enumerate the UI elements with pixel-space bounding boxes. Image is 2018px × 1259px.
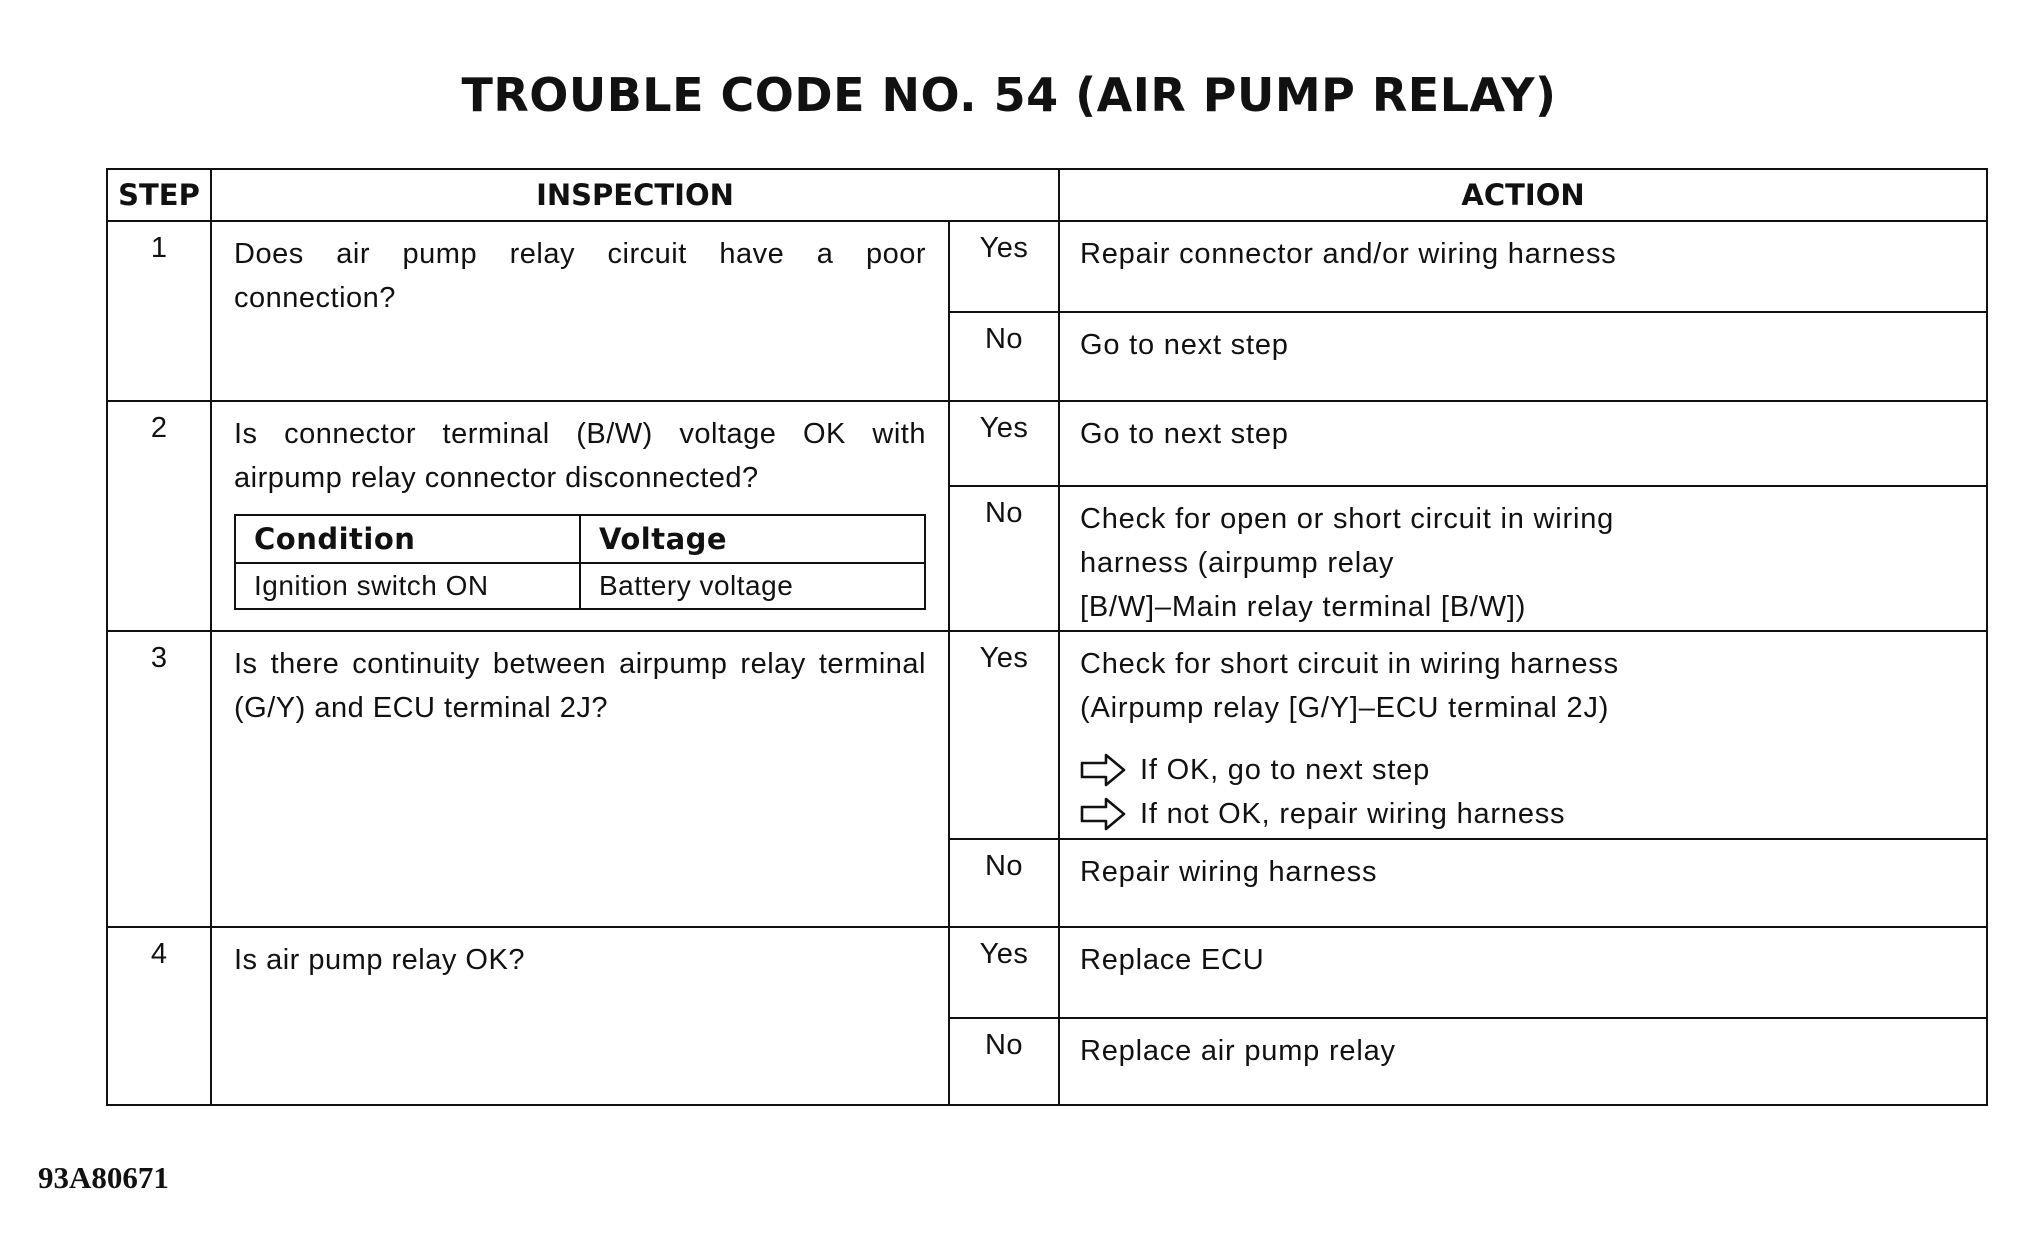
no-action: Repair wiring harness <box>1059 839 1987 928</box>
document-id: 93A80671 <box>38 1160 169 1195</box>
no-label: No <box>949 312 1059 401</box>
yes-label: Yes <box>949 927 1059 1018</box>
yes-action: Go to next step <box>1059 401 1987 486</box>
condition-value: Ignition switch ON <box>235 563 580 609</box>
result-ok-text: If OK, go to next step <box>1140 753 1431 786</box>
no-label: No <box>949 486 1059 631</box>
voltage-value: Battery voltage <box>580 563 925 609</box>
action-line: [B/W]–Main relay terminal [B/W]) <box>1080 590 1527 623</box>
page-title: TROUBLE CODE NO. 54 (AIR PUMP RELAY) <box>461 68 1557 122</box>
action-line: Check for open or short circuit in wiring <box>1080 502 1615 535</box>
table-row <box>107 927 1987 1018</box>
no-action: Go to next step <box>1059 312 1987 401</box>
header-step: STEP <box>107 169 211 221</box>
inspection-question: Is air pump relay OK? <box>211 927 949 1105</box>
result-not-ok <box>1080 792 1966 836</box>
right-arrow-icon <box>1080 797 1126 831</box>
no-label: No <box>949 839 1059 928</box>
inspection-question: Does air pump relay circuit have a poor connection? <box>211 221 949 401</box>
table-row <box>107 221 1987 312</box>
voltage-header: Voltage <box>580 515 925 563</box>
right-arrow-icon <box>1080 753 1126 787</box>
inspection-question: Is there continuity between airpump relay terminal (G/Y) and ECU terminal 2J? <box>211 631 949 928</box>
yes-label: Yes <box>949 221 1059 312</box>
result-not-ok-text: If not OK, repair wiring harness <box>1140 797 1566 830</box>
condition-voltage-table <box>234 514 926 610</box>
yes-label: Yes <box>949 401 1059 486</box>
no-action <box>1059 486 1987 631</box>
table-row <box>107 631 1987 839</box>
action-line: harness (airpump relay <box>1080 546 1395 579</box>
header-inspection: INSPECTION <box>211 169 1059 221</box>
table-row <box>107 401 1987 486</box>
inspection-question: Is connector terminal (B/W) voltage OK with airpump relay connector disconnected? <box>234 417 926 494</box>
no-action: Replace air pump relay <box>1059 1018 1987 1105</box>
result-ok <box>1080 748 1966 792</box>
trouble-code-table <box>106 168 1988 1106</box>
header-action: ACTION <box>1059 169 1987 221</box>
step-number: 4 <box>107 927 211 1105</box>
no-label: No <box>949 1018 1059 1105</box>
step-number: 3 <box>107 631 211 928</box>
action-line: (Airpump relay [G/Y]–ECU terminal 2J) <box>1080 691 1610 724</box>
action-line: Check for short circuit in wiring harness <box>1080 647 1619 680</box>
yes-action: Replace ECU <box>1059 927 1987 1018</box>
condition-header: Condition <box>235 515 580 563</box>
yes-label: Yes <box>949 631 1059 839</box>
table-header-row <box>107 169 1987 221</box>
step-number: 2 <box>107 401 211 631</box>
yes-action: Repair connector and/or wiring harness <box>1059 221 1987 312</box>
inspection-question-cell <box>211 401 949 631</box>
step-number: 1 <box>107 221 211 401</box>
yes-action <box>1059 631 1987 839</box>
